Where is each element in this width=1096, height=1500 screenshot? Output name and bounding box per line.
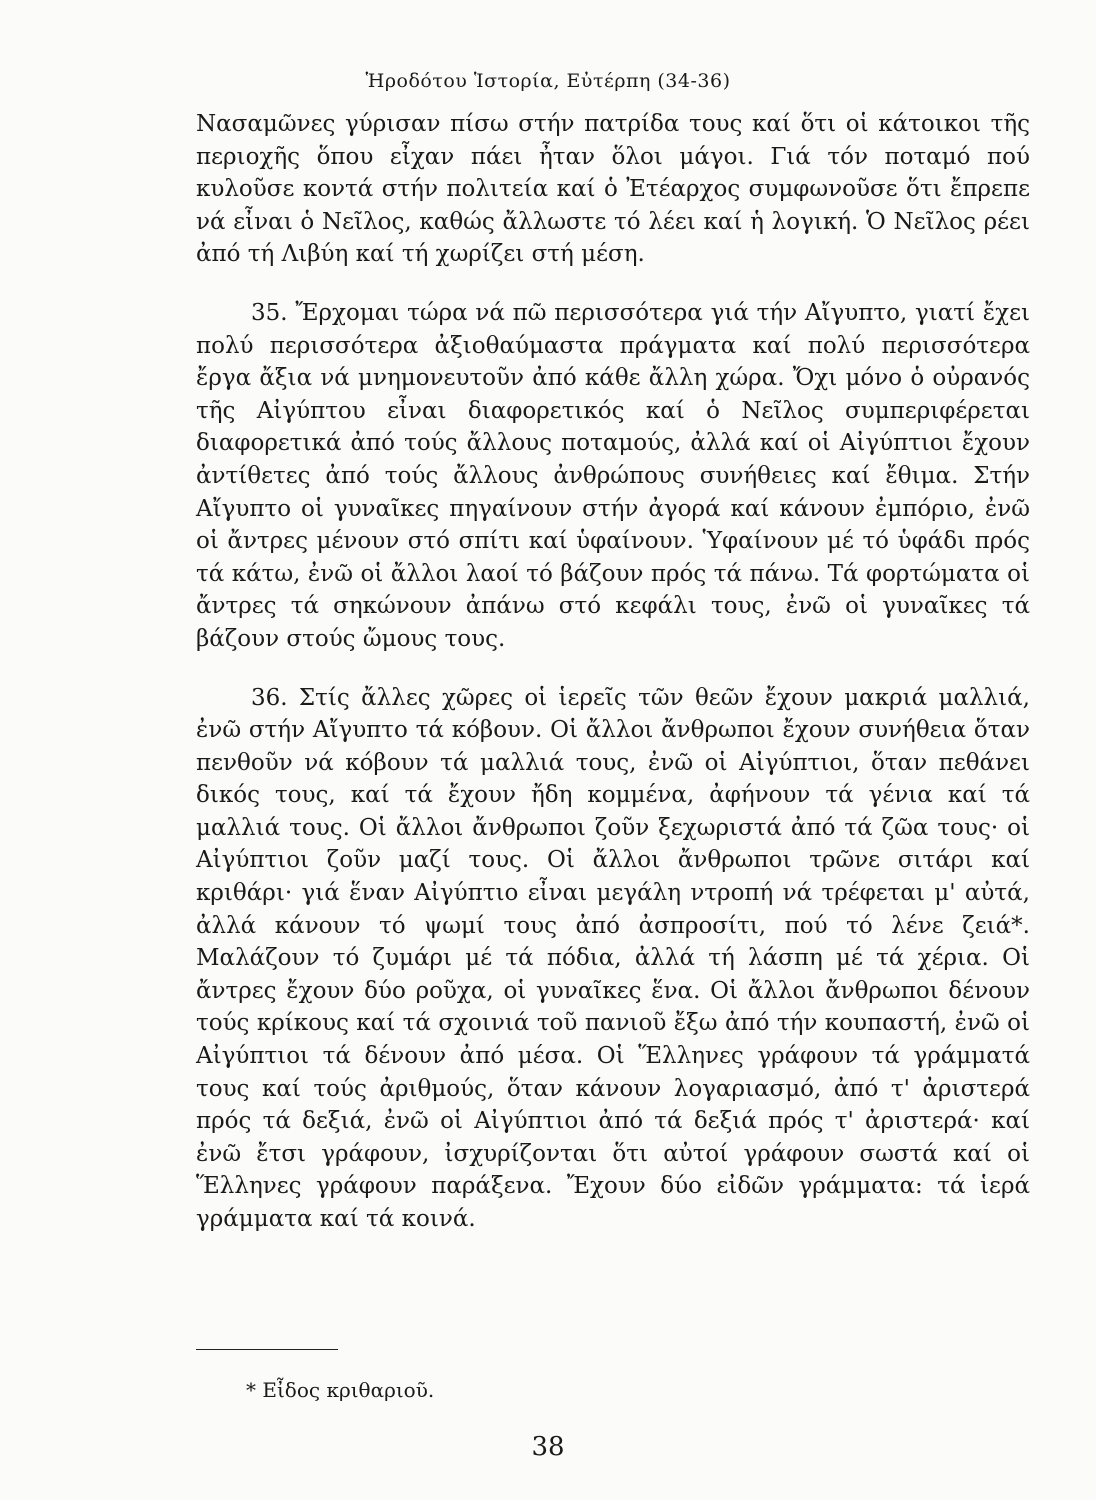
footnote: * Εἶδος κριθαριοῦ. <box>246 1378 435 1402</box>
paragraph-text: Νασαμῶνες γύρισαν πίσω στήν πατρίδα τους καί ὅτι οἱ κάτοικοι τῆς περιοχῆς ὅπου εἶχαν πάει ἦταν ὅλοι μάγοι. Γιά τόν ποταμό πού κυλοῦσε κοντά στήν πολιτεία καί ὁ Ἐτέαρχος συμφωνοῦσε ὅτι ἔπρεπε νά εἶναι ὁ Νεῖλος, καθώς ἄλλωστε τό λέει καί ἡ λογική. Ὁ Νεῖλος ρέει ἀπό τή Λιβύη καί τή χωρίζει στή μέση. <box>196 111 1030 268</box>
paragraph-chapter-35 <box>196 297 1030 656</box>
paragraph-continuation <box>196 108 1030 271</box>
paragraph-text: Ἔρχομαι τώρα νά πῶ περισσότερα γιά τήν Αἴγυπτο, γιατί ἔχει πολύ περισσότερα ἀξιοθαύμαστα πράγματα καί πολύ περισσότερα ἔργα ἄξια νά μνημονευτοῦν ἀπό κάθε ἄλλη χώρα. Ὄχι μόνο ὁ οὐρανός τῆς Αἰγύπτου εἶναι διαφορετικός καί ὁ Νεῖλος συμπεριφέρεται διαφορετικά ἀπό τούς ἄλλους ποταμούς, ἀλλά καί οἱ Αἰγύπτιοι ἔχουν ἀντίθετες ἀπό τούς ἄλλους ἀνθρώπους συνήθειες καί ἔθιμα. Στήν Αἴγυπτο οἱ γυναῖκες πηγαίνουν στήν ἀγορά καί κάνουν ἐμπόριο, ἐνῶ οἱ ἄντρες μένουν στό σπίτι καί ὑφαίνουν. Ὑφαίνουν μέ τό ὑφάδι πρός τά κάτω, ἐνῶ οἱ ἄλλοι λαοί τό βάζουν πρός τά πάνω. Τά φορτώματα οἱ ἄντρες τά σηκώνουν ἀπάνω στό κεφάλι τους, ἐνῶ οἱ γυναῖκες τά βάζουν στούς ὤμους τους. <box>196 299 1031 652</box>
paragraph-chapter-36 <box>196 682 1030 1236</box>
running-head: Ἡροδότου Ἱστορία, Εὐτέρπη (34-36) <box>365 70 731 92</box>
chapter-number: 35. <box>251 299 288 326</box>
footnote-divider <box>196 1349 338 1350</box>
paragraph-text: Στίς ἄλλες χῶρες οἱ ἱερεῖς τῶν θεῶν ἔχουν μακριά μαλλιά, ἐνῶ στήν Αἴγυπτο τά κόβουν. Οἱ ἄλλοι ἄνθρωποι ἔχουν συνήθεια ὅταν πενθοῦν νά κόβουν τά μαλλιά τους, ἐνῶ οἱ Αἰγύπτιοι, ὅταν πεθάνει δικός τους, καί τά ἔχουν ἤδη κομμένα, ἀφήνουν τά γένια καί τά μαλλιά τους. Οἱ ἄλλοι ἄνθρωποι ζοῦν ξεχωριστά ἀπό τά ζῶα τους· οἱ Αἰγύπτιοι ζοῦν μαζί τους. Οἱ ἄλλοι ἄνθρωποι τρῶνε σιτάρι καί κριθάρι· γιά ἕναν Αἰγύπτιο εἶναι μεγάλη ντροπή νά τρέφεται μ' αὐτά, ἀλλά κάνουν τό ψωμί τους ἀπό ἀσπροσίτι, πού τό λένε ζειά*. Μαλάζουν τό ζυμάρι μέ τά πόδια, ἀλλά τή λάσπη μέ τά χέρια. Οἱ ἄντρες ἔχουν δύο ροῦχα, οἱ γυναῖκες ἕνα. Οἱ ἄλλοι ἄνθρωποι δένουν τούς κρίκους καί τά σχοινιά τοῦ πανιοῦ ἔξω ἀπό τήν κουπαστή, ἐνῶ οἱ Αἰγύπτιοι τά δένουν ἀπό μέσα. Οἱ Ἕλληνες γράφουν τά γράμματά τους καί τούς ἀριθμούς, ὅταν κάνουν λογαριασμό, ἀπό τ' ἀριστερά πρός τά δεξιά, ἐνῶ οἱ Αἰγύπτιοι ἀπό τά δεξιά πρός τ' ἀριστερά· καί ἐνῶ ἔτσι γράφουν, ἰσχυρίζονται ὅτι αὐτοί γράφουν σωστά καί οἱ Ἕλληνες γράφουν παράξενα. Ἔχουν δύο εἰδῶν γράμματα: τά ἱερά γράμματα καί τά κοινά. <box>196 684 1030 1232</box>
body-text <box>196 108 1030 1236</box>
page-number: 38 <box>531 1432 565 1462</box>
chapter-number: 36. <box>251 684 288 711</box>
